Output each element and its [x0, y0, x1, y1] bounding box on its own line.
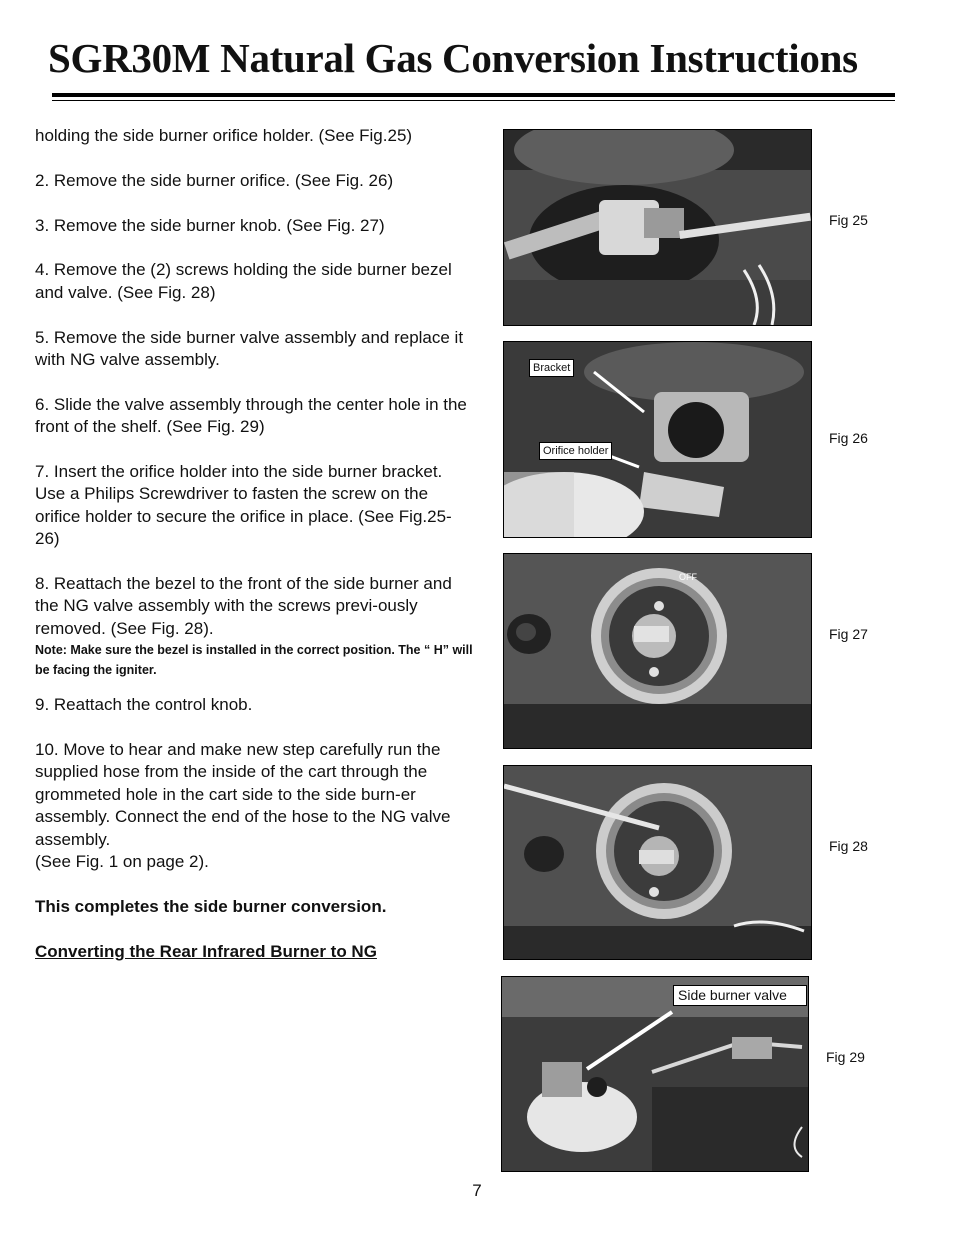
fig29-photo-art [502, 977, 808, 1171]
instructions-column [35, 125, 475, 985]
step-6: 6. Slide the valve assembly through the center hole in the front of the shelf. (See Fig. 29) [35, 394, 467, 437]
completion-note: This completes the side burner conversion. [35, 896, 387, 916]
step-10-block [35, 739, 475, 873]
fig26-callout-bracket: Bracket [529, 359, 574, 377]
step-9: 9. Reattach the control knob. [35, 695, 253, 715]
fig28-photo-art [504, 766, 811, 959]
fig28-photo [503, 765, 812, 960]
step-3: 3. Remove the side burner knob. (See Fig. 27) [35, 215, 385, 235]
fig27-label: Fig 27 [829, 626, 868, 642]
page-title: SGR30M Natural Gas Conversion Instructions [48, 35, 858, 81]
step-10: 10. Move to hear and make new step carefully run the supplied hose from the inside of the cart through the grommeted hole in the cart side to the side burn-er assembly. Connect the end of the hose to the NG valve assembly. [35, 740, 451, 849]
fig26-photo [503, 341, 812, 538]
step-8-note: Note: Make sure the bezel is installed in the correct position. The “ H” will be facing the igniter. [35, 643, 473, 678]
fig27-photo-art [504, 554, 811, 748]
fig29-callout-valve: Side burner valve [673, 985, 807, 1006]
step-2: 2. Remove the side burner orifice. (See Fig. 26) [35, 170, 394, 190]
fig28-label: Fig 28 [829, 838, 868, 854]
fig29-label: Fig 29 [826, 1049, 865, 1065]
fig25-label: Fig 25 [829, 212, 868, 228]
fig27-knob-off-text: OFF [679, 572, 697, 582]
step-10-ref: (See Fig. 1 on page 2). [35, 852, 209, 872]
step-4: 4. Remove the (2) screws holding the side burner bezel and valve. (See Fig. 28) [35, 260, 452, 302]
fig26-label: Fig 26 [829, 430, 868, 446]
step-8-block [35, 573, 475, 680]
next-section-heading: Converting the Rear Infrared Burner to NG [35, 941, 377, 961]
step-5: 5. Remove the side burner valve assembly and replace it with NG valve assembly. [35, 327, 464, 369]
fig25-photo [503, 129, 812, 326]
fig26-callout-orifice: Orifice holder [539, 442, 612, 460]
page-number: 7 [472, 1181, 482, 1200]
fig25-photo-art [504, 130, 811, 325]
fig27-photo [503, 553, 812, 749]
fig29-photo [501, 976, 809, 1172]
step-intro: holding the side burner orifice holder. (See Fig.25) [35, 126, 413, 145]
step-7: 7. Insert the orifice holder into the side burner bracket. Use a Philips Screwdriver to fasten the screw on the orifice holder to secure the orifice in place. (See Fig.25-26) [35, 462, 452, 549]
title-rule-thin [52, 100, 895, 101]
title-rule-thick [52, 93, 895, 97]
step-8: 8. Reattach the bezel to the front of the side burner and the NG valve assembly with the screws previ-ously removed. (See Fig. 28). [35, 574, 452, 638]
